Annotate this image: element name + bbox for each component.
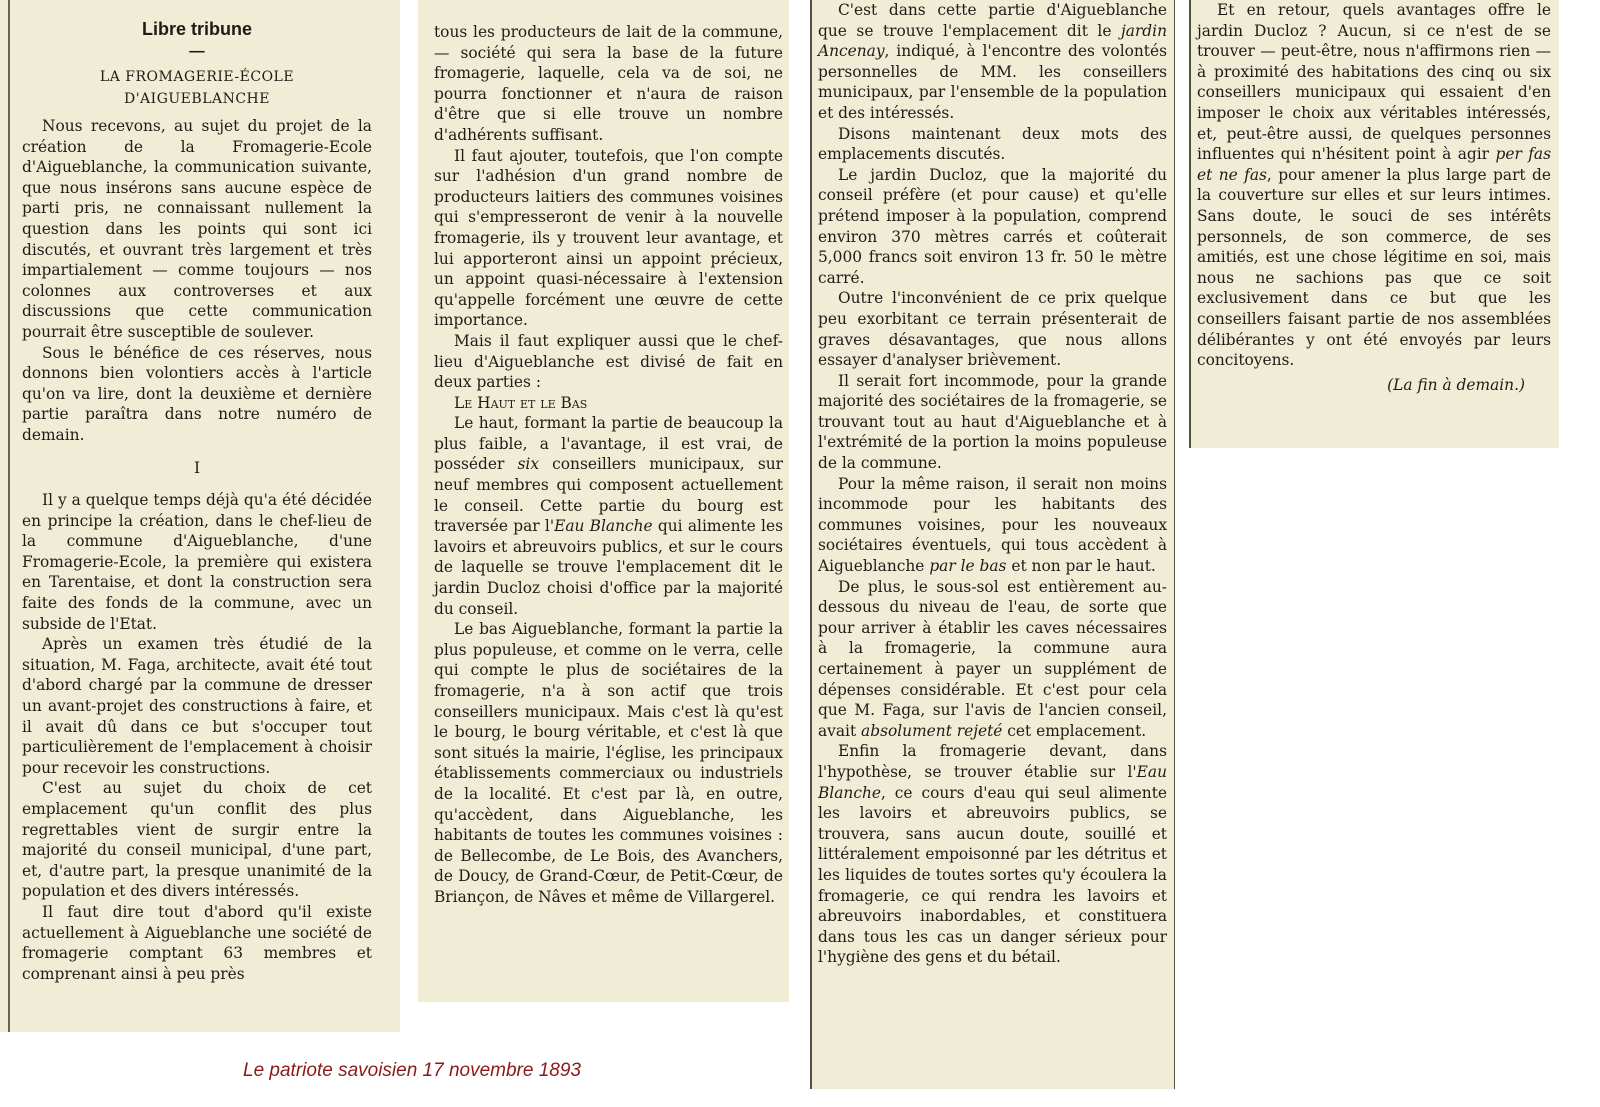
article-paragraph: Outre l'inconvénient de ce prix quelque peu exorbitant ce terrain présenterait de graves désavantages, que nous allons essayer d'analyser brièvement.	[818, 289, 1167, 370]
article-paragraph: tous les producteurs de lait de la commune, — société qui sera la base de la future fromagerie, laquelle, cela va de soi, ne pourra fonctionner et n'aura de raison d'être que si elle trouve un nombre d'adhérents suffisant.	[434, 23, 783, 144]
intro-paragraph: Nous recevons, au sujet du projet de la création de la Fromagerie-Ecole d'Aigueblanche, la communication suivante, que nous insérons sans aucune espèce de parti pris, ne connaissant nullement la question dans les points qui sont ici discutés, et ouvrant très largement et très impartialement — comme toujours — nos colonnes aux controverses et aux discussions que cette communication pourrait être susceptible de soulever.	[22, 117, 372, 341]
article-paragraph: Le jardin Ducloz, que la majorité du conseil préfère (et pour cause) et qu'elle prétend imposer à la population, comprend environ 370 mètres carrés et coûterait 5,000 francs soit environ 13 fr. 50 le mètre carré.	[818, 165, 1167, 287]
title-dash: —	[189, 43, 205, 60]
source-caption: Le patriote savoisien 17 novembre 1893	[243, 1060, 582, 1081]
article-paragraph: Le haut, formant la partie de beaucoup la plus faible, a l'avantage, il est vrai, de posséder six conseillers municipaux, sur neuf membres qui composent actuellement le conseil. Cette partie du bourg est traversée par l'Eau Blanche qui alimente les lavoirs et abreuvoirs publics, et sur le cours de laquelle se trouve l'emplacement dit le jardin Ducloz choisi d'office par la majorité du conseil.	[434, 414, 783, 618]
column-rule	[1174, 0, 1176, 1089]
article-paragraph: Disons maintenant deux mots des emplacements discutés.	[818, 124, 1167, 164]
article-paragraph: Il faut ajouter, toutefois, que l'on compte sur l'adhésion d'un grand nombre de producteurs laitiers des communes voisines qui s'empresseront de venir à la nouvelle fromagerie, ils y trouvent leur avantage, et lui apporteront ainsi un appoint précieux, un appoint quasi-nécessaire à l'extension qu'appelle forcément une œuvre de cette importance.	[434, 146, 783, 330]
article-paragraph: De plus, le sous-sol est entièrement au-dessous du niveau de l'eau, de sorte que pour arriver à établir les caves nécessaires à la fromagerie, la commune aura certainement à payer un supplément de dépenses considérable. Et c'est pour cela que M. Faga, sur l'avis de l'ancien conseil, avait absolument rejeté cet emplacement.	[818, 577, 1167, 740]
article-paragraph: Après un examen très étudié de la situation, M. Faga, architecte, avait été tout d'abord chargé par la commune de dresser un avant-projet des constructions à faire, et il avait dû dans ce but s'occuper tout particulièrement de l'emplacement à choisir pour recevoir les constructions.	[22, 635, 372, 777]
article-headline-line-2: D'AIGUEBLANCHE	[123, 91, 270, 107]
column-rule	[1189, 0, 1191, 448]
article-headline-line-1: LA FROMAGERIE-ÉCOLE	[99, 69, 295, 85]
chapter-number: I	[193, 458, 201, 477]
article-column-1	[0, 0, 400, 1032]
article-paragraph: Enfin la fromagerie devant, dans l'hypothèse, se trouver établie sur l'Eau Blanche, ce cours d'eau qui seul alimente les lavoirs et abreuvoirs publics, se trouvera, sans aucun doute, souillé et littéralement empoisonné par les détritus et les liquides de toutes sortes qu'y écoulera la fromagerie, ce qui rendra les lavoirs et abreuvoirs inabordables, et constituera dans tous les cas un danger sérieux pour l'hygiène des gens et du bétail.	[818, 742, 1167, 967]
article-paragraph: C'est au sujet du choix de cet emplacement qu'un conflit des plus regrettables vient de surgir entre la majorité du conseil municipal, d'une part, et, d'autre part, la presque unanimité de la population et des divers intéressés.	[22, 779, 372, 901]
signoff: (La fin à demain.)	[1387, 375, 1525, 394]
article-column-4	[1189, 0, 1559, 448]
subheading: Le Haut et le Bas	[454, 393, 588, 412]
article-paragraph: Et en retour, quels avantages offre le jardin Ducloz ? Aucun, si ce n'est de se trouver — peut-être, nous n'affirmons rien — à proximité des habitations des cinq ou six conseillers municipaux qui essaient d'en imposer le choix aux véritables intéressés, et, peut-être aussi, de quelques personnes influentes qui n'hésitent point à agir per fas et ne fas, pour amener la plus large part de la couverture sur elles et sur leurs intimes. Sans doute, le souci de ses intérêts personnels, de son commerce, de ses amitiés, est une chose légitime en soi, mais nous ne sachions pas que ce soit exclusivement dans ce but que les conseillers faisant partie de nos assemblées délibérantes y ont été envoyés par leurs concitoyens.	[1197, 1, 1552, 370]
article-paragraph: C'est dans cette partie d'Aigueblanche que se trouve l'emplacement dit le jardin Ancenay, indiqué, à l'encontre des volontés personnelles de MM. les conseillers municipaux, par l'ensemble de la population et des intéressés.	[818, 1, 1167, 122]
column-rule	[8, 0, 10, 1032]
article-paragraph: Le bas Aigueblanche, formant la partie la plus populeuse, et comme on le verra, celle qui compte le plus de sociétaires de la fromagerie, n'a à son actif que trois conseillers municipaux. Mais c'est là qu'est le bourg, le bourg véritable, et c'est là que sont situés la mairie, l'église, les principaux établissements commerciaux ou industriels de la localité. Et c'est par là, en outre, qu'accèdent, dans Aigueblanche, les habitants de toutes les communes voisines : de Bellecombe, de Le Bois, des Avanchers, de Doucy, de Grand-Cœur, de Petit-Cœur, de Briançon, de Nâves et même de Villargerel.	[434, 620, 783, 906]
intro-paragraph: Sous le bénéfice de ces réserves, nous donnons bien volontiers accès à l'article qu'on va lire, dont la deuxième et dernière partie paraîtra dans notre numéro de demain.	[22, 343, 372, 444]
article-paragraph: Il faut dire tout d'abord qu'il existe actuellement à Aigueblanche une société de fromagerie comptant 63 membres et comprenant ainsi à peu près	[22, 902, 372, 983]
section-title: Libre tribune	[141, 19, 252, 39]
article-column-3	[810, 0, 1175, 1089]
column-rule	[810, 0, 812, 1089]
article-paragraph: Il serait fort incommode, pour la grande majorité des sociétaires de la fromagerie, se trouvant tout au haut d'Aigueblanche et à l'extrémité de la portion la moins populeuse de la commune.	[818, 371, 1167, 473]
article-paragraph: Il y a quelque temps déjà qu'a été décidée en principe la création, dans le chef-lieu de la commune d'Aigueblanche, d'une Fromagerie-Ecole, la première qui existera en Tarentaise, et dont la construction sera faite des fonds de la commune, avec un subside de l'Etat.	[22, 491, 372, 633]
article-paragraph: Mais il faut expliquer aussi que le chef-lieu d'Aigueblanche est divisé de fait en deux parties :	[434, 331, 783, 392]
article-paragraph: Pour la même raison, il serait non moins incommode pour les habitants des communes voisines, pour les nouveaux sociétaires éventuels, qui tous accèdent à Aigueblanche par le bas et non par le haut.	[818, 474, 1167, 576]
article-column-2	[418, 0, 789, 1002]
